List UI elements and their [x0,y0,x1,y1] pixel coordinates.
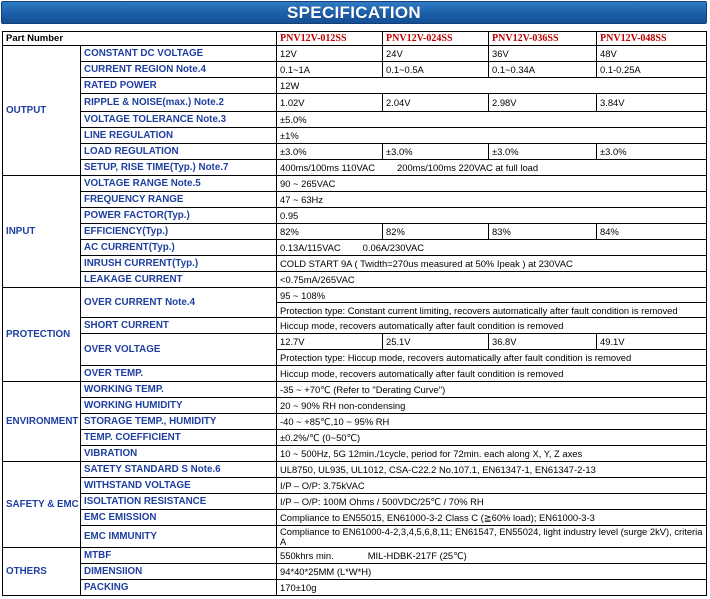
spec-row [3,112,707,128]
value-cell: 82% [277,224,383,240]
value-cell: 36V [489,46,597,62]
value-cell: ±3.0% [383,144,489,160]
item-label: OVER VOLTAGE [81,334,277,366]
spec-row [3,478,707,494]
value-cell: Protection type: Hiccup mode, recovers automatically after fault condition is removed [277,350,707,366]
spec-row [3,414,707,430]
item-label: LINE REGULATION [81,128,277,144]
value-cell: ±3.0% [597,144,707,160]
item-label: WORKING TEMP. [81,382,277,398]
value-cell: 2.04V [383,94,489,112]
item-label: LEAKAGE CURRENT [81,272,277,288]
value-cell: 0.1~1A [277,62,383,78]
value-cell: ±3.0% [277,144,383,160]
value-cell: -40 ~ +85℃,10 ~ 95% RH [277,414,707,430]
spec-row [3,128,707,144]
item-label: WORKING HUMIDITY [81,398,277,414]
value-cell: 94*40*25MM (L*W*H) [277,564,707,580]
group-protection: PROTECTION [3,288,81,382]
value-cell: 47 ~ 63Hz [277,192,707,208]
spec-row [3,176,707,192]
ac-current-115vac: 0.13A/115VAC [280,242,341,253]
item-label: ISOLTATION RESISTANCE [81,494,277,510]
spec-row [3,256,707,272]
page-title: SPECIFICATION [287,3,421,22]
ac-current-230vac: 0.06A/230VAC [362,242,424,253]
spec-row [3,398,707,414]
item-label: EMC IMMUNITY [81,526,277,548]
spec-row [3,94,707,112]
item-label: VIBRATION [81,446,277,462]
value-cell: <0.75mA/265VAC [277,272,707,288]
spec-row [3,288,707,303]
spec-row [3,430,707,446]
value-cell: 95 ~ 108% [277,288,707,303]
group-output: OUTPUT [3,46,81,176]
model-cell: PNV12V-024SS [383,32,489,46]
item-label: EFFICIENCY(Typ.) [81,224,277,240]
value-cell: 24V [383,46,489,62]
item-label: CURRENT REGION Note.4 [81,62,277,78]
spec-row [3,510,707,526]
part-number-row [3,32,707,46]
value-cell: 49.1V [597,334,707,350]
spec-row [3,462,707,478]
title-banner [1,1,707,24]
spec-row [3,334,707,350]
model-cell: PNV12V-048SS [597,32,707,46]
spec-row [3,208,707,224]
mtbf-standard: MIL-HDBK-217F (25℃) [367,549,467,561]
value-cell: 25.1V [383,334,489,350]
spec-row [3,192,707,208]
group-others: OTHERS [3,548,81,596]
value-cell: 48V [597,46,707,62]
item-label: OVER CURRENT Note.4 [81,288,277,318]
item-label: PACKING [81,580,277,596]
spec-row [3,318,707,334]
value-cell: Compliance to EN55015, EN61000-3-2 Class C (≧60% load); EN61000-3-3 [277,510,707,526]
item-label: EMC EMISSION [81,510,277,526]
spec-row [3,144,707,160]
value-cell: 0.1-0.25A [597,62,707,78]
value-cell: ±0.2%/℃ (0~50℃) [277,430,707,446]
model-cell: PNV12V-036SS [489,32,597,46]
group-input: INPUT [3,176,81,288]
part-number-label: Part Number [3,32,277,46]
value-cell: I/P – O/P: 3.75kVAC [277,478,707,494]
value-cell: Hiccup mode, recovers automatically after fault condition is removed [277,318,707,334]
spec-row [3,240,707,256]
value-cell: 82% [383,224,489,240]
value-cell: Compliance to EN61000-4-2,3,4,5,6,8,11; EN61547, EN55024, light industry level (surge 2kV), criteria A [277,526,707,548]
spec-row [3,160,707,176]
value-cell: 12W [277,78,707,94]
spec-row [3,78,707,94]
item-label: CONSTANT DC VOLTAGE [81,46,277,62]
value-cell [277,548,707,564]
item-label: TEMP. COEFFICIENT [81,430,277,446]
item-label: POWER FACTOR(Typ.) [81,208,277,224]
item-label: SATETY STANDARD S Note.6 [81,462,277,478]
item-label: VOLTAGE RANGE Note.5 [81,176,277,192]
item-label: DIMENSIION [81,564,277,580]
spec-row [3,224,707,240]
value-cell [277,160,707,176]
item-label: LOAD REGULATION [81,144,277,160]
spec-row [3,494,707,510]
value-cell: 83% [489,224,597,240]
value-cell: 36.8V [489,334,597,350]
value-cell: 12V [277,46,383,62]
spec-table [2,31,707,596]
spec-row [3,272,707,288]
spec-row [3,382,707,398]
value-cell: 0.1~0.5A [383,62,489,78]
value-cell: 170±10g [277,580,707,596]
setup-220vac: 200ms/100ms 220VAC at full load [397,162,539,173]
value-cell: ±1% [277,128,707,144]
value-cell: ±3.0% [489,144,597,160]
spec-row [3,62,707,78]
value-cell: 3.84V [597,94,707,112]
item-label: SHORT CURRENT [81,318,277,334]
value-cell: 12.7V [277,334,383,350]
value-cell: 0.95 [277,208,707,224]
value-cell: ±5.0% [277,112,707,128]
value-cell: Hiccup mode, recovers automatically after fault condition is removed [277,366,707,382]
spec-row [3,526,707,548]
value-cell: COLD START 9A ( Twidth=270us measured at 50% Ipeak ) at 230VAC [277,256,707,272]
value-cell: I/P – O/P: 100M Ohms / 500VDC/25℃ / 70% RH [277,494,707,510]
model-cell: PNV12V-012SS [277,32,383,46]
group-environment: ENVIRONMENT [3,382,81,462]
item-label: INRUSH CURRENT(Typ.) [81,256,277,272]
value-cell: 1.02V [277,94,383,112]
item-label: RATED POWER [81,78,277,94]
value-cell: 84% [597,224,707,240]
value-cell: 10 ~ 500Hz, 5G 12min./1cycle, period for 72min. each along X, Y, Z axes [277,446,707,462]
value-cell: -35 ~ +70℃ (Refer to "Derating Curve") [277,382,707,398]
value-cell: 2.98V [489,94,597,112]
setup-110vac: 400ms/100ms 110VAC [280,162,376,173]
value-cell: 90 ~ 265VAC [277,176,707,192]
item-label: VOLTAGE TOLERANCE Note.3 [81,112,277,128]
value-cell: UL8750, UL935, UL1012, CSA-C22.2 No.107.1, EN61347-1, EN61347-2-13 [277,462,707,478]
item-label: FREQUENCY RANGE [81,192,277,208]
group-safety-emc: SAFETY & EMC [3,462,81,548]
value-cell: 0.1~0.34A [489,62,597,78]
spec-row [3,46,707,62]
spec-row [3,580,707,596]
value-cell [277,240,707,256]
item-label: MTBF [81,548,277,564]
item-label: WITHSTAND VOLTAGE [81,478,277,494]
spec-row [3,564,707,580]
spec-row [3,446,707,462]
value-cell: 20 ~ 90% RH non-condensing [277,398,707,414]
item-label: STORAGE TEMP., HUMIDITY [81,414,277,430]
item-label: OVER TEMP. [81,366,277,382]
item-label: AC CURRENT(Typ.) [81,240,277,256]
spec-row [3,548,707,564]
item-label: RIPPLE & NOISE(max.) Note.2 [81,94,277,112]
item-label: SETUP, RISE TIME(Typ.) Note.7 [81,160,277,176]
mtbf-value: 550khrs min. [280,549,334,561]
spec-row [3,366,707,382]
value-cell: Protection type: Constant current limiting, recovers automatically after fault condition is removed [277,303,707,318]
